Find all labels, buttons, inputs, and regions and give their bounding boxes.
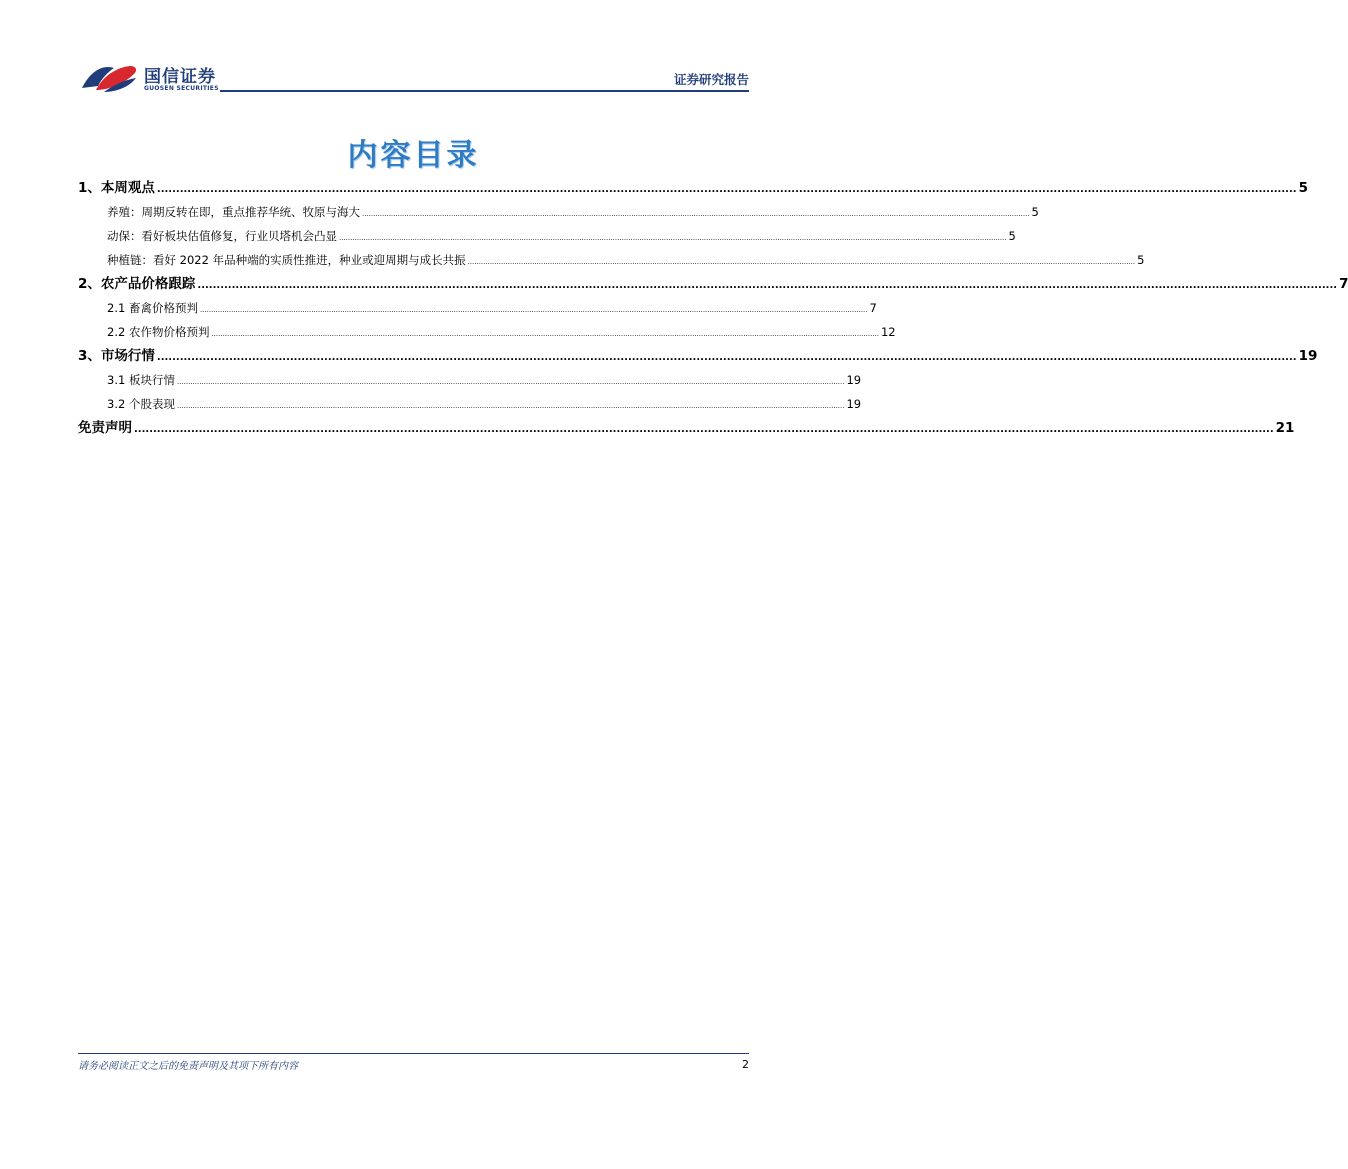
toc-dot-leader: ............................................................................................................................................................................................................................................................................................................	[176, 402, 845, 410]
toc-dot-leader: ............................................................................................................................................................................................................................................................................................................	[156, 352, 1297, 363]
toc-entry-page: 19	[1298, 348, 1318, 364]
page-number: 2	[742, 1058, 749, 1071]
toc-entry-subsection[interactable]	[78, 224, 1016, 248]
toc-entry-label: 种植链：看好 2022 年品种端的实质性推进，种业或迎周期与成长共振	[107, 253, 466, 267]
toc-dot-leader: ............................................................................................................................................................................................................................................................................................................	[156, 184, 1297, 195]
toc-entry-subsection[interactable]	[78, 248, 1145, 272]
footer-divider	[78, 1053, 749, 1054]
toc-entry-subsection[interactable]	[78, 200, 1039, 224]
toc-entry-label: 2.1 畜禽价格预判	[107, 301, 198, 315]
page-header	[78, 50, 749, 96]
guosen-logo-icon	[80, 60, 140, 94]
toc-entry-subsection[interactable]	[78, 392, 862, 416]
toc-dot-leader: ............................................................................................................................................................................................................................................................................................................	[362, 210, 1030, 218]
toc-title: 内容目录	[347, 138, 480, 173]
toc-entry-label: 3.2 个股表现	[107, 397, 175, 411]
toc-entry-section[interactable]	[78, 272, 1348, 296]
toc-entry-page: 12	[880, 325, 896, 339]
toc-dot-leader: ............................................................................................................................................................................................................................................................................................................	[176, 378, 845, 386]
toc-dot-leader: ............................................................................................................................................................................................................................................................................................................	[197, 280, 1338, 291]
logo-text-cn: 国信证券	[144, 67, 216, 87]
toc-entry-label: 2、农产品价格跟踪	[78, 276, 196, 292]
toc-entry-page: 19	[846, 397, 862, 411]
toc-entry-subsection[interactable]	[78, 368, 862, 392]
toc-entry-page: 7	[869, 301, 877, 315]
toc-entry-page: 19	[846, 373, 862, 387]
toc-entry-subsection[interactable]	[78, 320, 896, 344]
toc-dot-leader: ............................................................................................................................................................................................................................................................................................................	[211, 330, 879, 338]
toc-entry-page: 7	[1339, 276, 1348, 292]
header-divider	[220, 90, 749, 92]
toc-entry-label: 免责声明	[78, 420, 132, 436]
table-of-contents	[78, 176, 1348, 440]
toc-dot-leader: ............................................................................................................................................................................................................................................................................................................	[339, 234, 1007, 242]
toc-entry-subsection[interactable]	[78, 296, 877, 320]
toc-entry-label: 动保：看好板块估值修复，行业贝塔机会凸显	[107, 229, 337, 243]
toc-entry-page: 5	[1298, 180, 1308, 196]
toc-entry-section[interactable]	[78, 416, 1295, 440]
footer-disclaimer-note: 请务必阅读正文之后的免责声明及其项下所有内容	[78, 1061, 298, 1072]
toc-entry-label: 3、市场行情	[78, 348, 155, 364]
toc-entry-label: 2.2 农作物价格预判	[107, 325, 210, 339]
toc-entry-label: 1、本周观点	[78, 180, 155, 196]
toc-entry-section[interactable]	[78, 344, 1318, 368]
toc-entry-page: 5	[1137, 253, 1145, 267]
toc-entry-page: 21	[1275, 420, 1295, 436]
logo-text-en: GUOSEN SECURITIES	[144, 85, 219, 92]
toc-dot-leader: ............................................................................................................................................................................................................................................................................................................	[199, 306, 868, 314]
report-type-label: 证券研究报告	[673, 72, 749, 87]
toc-entry-label: 养殖：周期反转在即，重点推荐华统、牧原与海大	[107, 205, 360, 219]
toc-entry-label: 3.1 板块行情	[107, 373, 175, 387]
toc-dot-leader: ............................................................................................................................................................................................................................................................................................................	[467, 258, 1136, 266]
toc-entry-page: 5	[1031, 205, 1039, 219]
toc-entry-page: 5	[1008, 229, 1016, 243]
toc-entry-section[interactable]	[78, 176, 1308, 200]
toc-dot-leader: ............................................................................................................................................................................................................................................................................................................	[134, 424, 1274, 435]
